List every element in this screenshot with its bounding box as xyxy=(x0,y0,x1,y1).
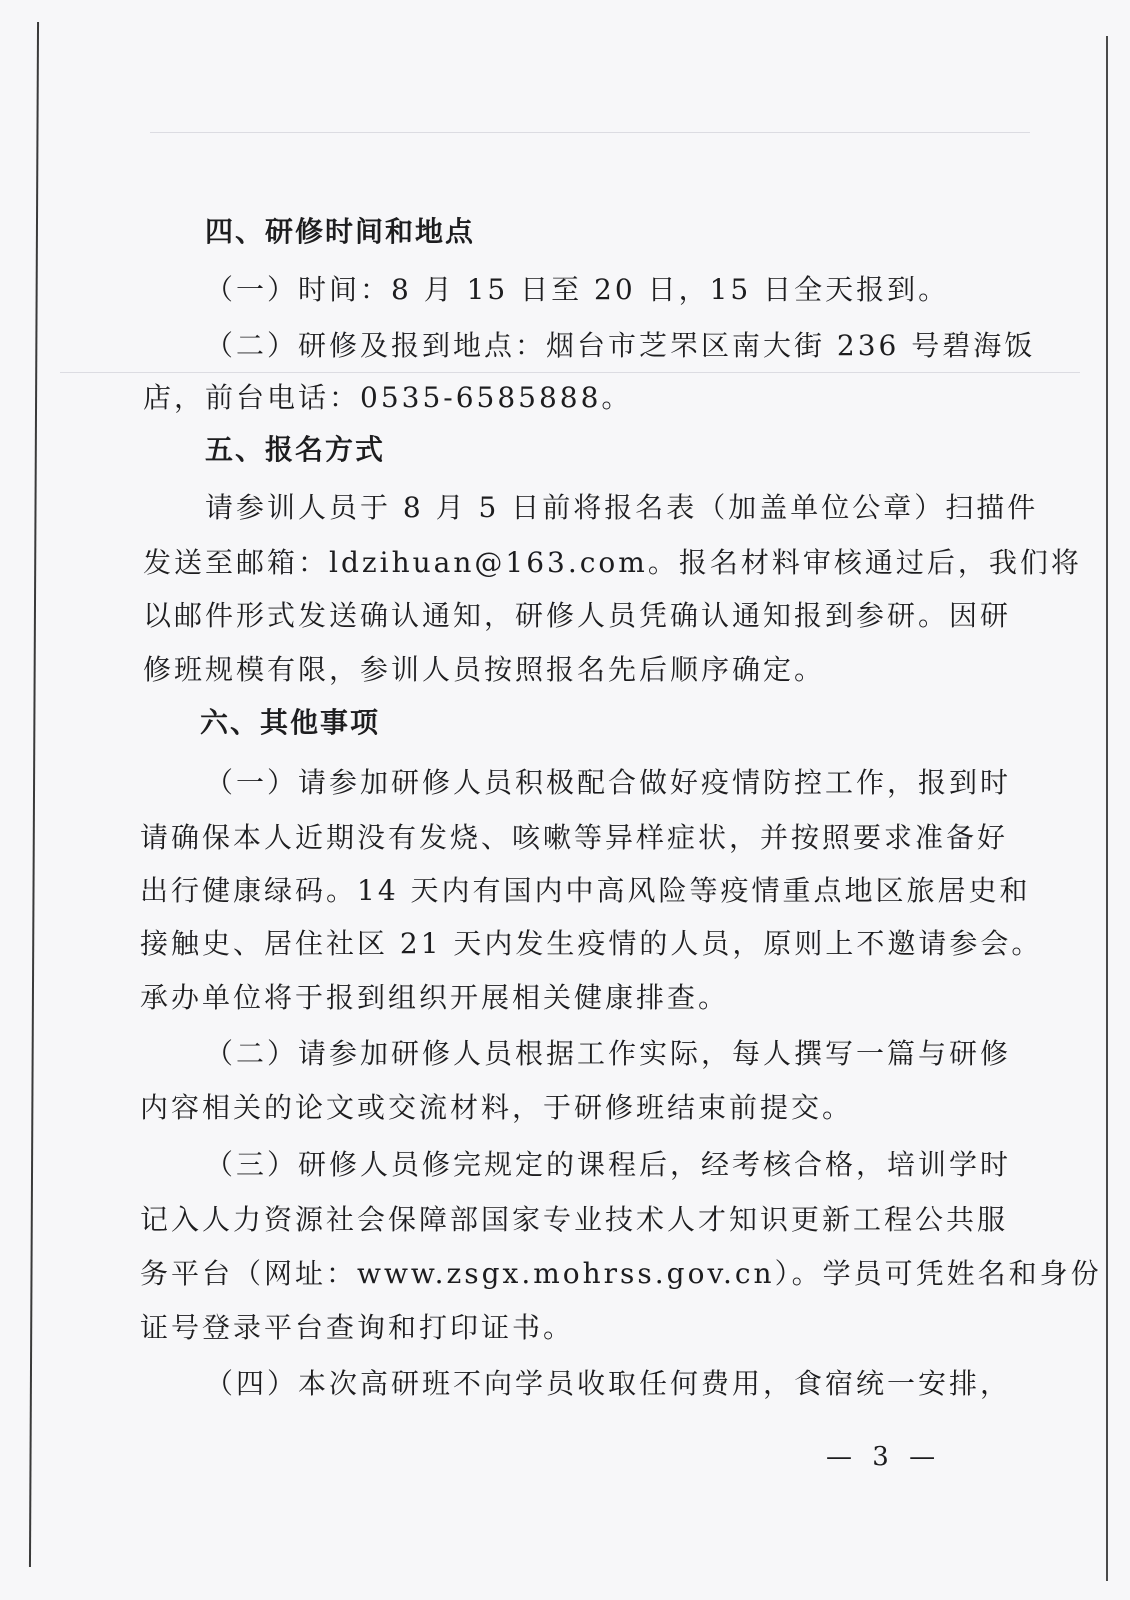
paragraph-line: 请确保本人近期没有发烧、咳嗽等异样症状，并按照要求准备好 xyxy=(140,821,1009,854)
paragraph-line: 承办单位将于报到组织开展相关健康排查。 xyxy=(140,981,730,1014)
section-heading: 五、报名方式 xyxy=(205,433,386,466)
paragraph-line: 发送至邮箱：ldzihuan@163.com。报名材料审核通过后，我们将 xyxy=(143,546,1082,579)
section-heading: 四、研修时间和地点 xyxy=(205,215,476,248)
section-heading: 六、其他事项 xyxy=(200,706,381,739)
paragraph-line: 修班规模有限，参训人员按照报名先后顺序确定。 xyxy=(143,653,826,686)
page-edge-right xyxy=(1106,36,1108,1581)
paragraph-line: （四）本次高研班不向学员收取任何费用，食宿统一安排， xyxy=(205,1367,1012,1400)
bleed-through-line xyxy=(150,132,1030,133)
paragraph-line: 记入人力资源社会保障部国家专业技术人才知识更新工程公共服 xyxy=(140,1203,1009,1236)
page-number: — 3 — xyxy=(826,1442,942,1472)
paragraph-line: 以邮件形式发送确认通知，研修人员凭确认通知报到参研。因研 xyxy=(143,599,1012,632)
bleed-through-line xyxy=(60,372,1080,373)
paragraph-line: （一）请参加研修人员积极配合做好疫情防控工作，报到时 xyxy=(205,766,1012,799)
paragraph-line: （三）研修人员修完规定的课程后，经考核合格，培训学时 xyxy=(205,1148,1012,1181)
paragraph-line: 接触史、居住社区 21 天内发生疫情的人员，原则上不邀请参会。 xyxy=(140,927,1043,960)
paragraph-line: 内容相关的论文或交流材料，于研修班结束前提交。 xyxy=(140,1091,854,1124)
paragraph-line: （一）时间：8 月 15 日至 20 日，15 日全天报到。 xyxy=(205,273,950,306)
paragraph-line: 请参训人员于 8 月 5 日前将报名表（加盖单位公章）扫描件 xyxy=(205,491,1039,524)
paragraph-line: 务平台（网址：www.zsgx.mohrss.gov.cn）。学员可凭姓名和身份 xyxy=(140,1257,1102,1290)
paragraph-line: 店，前台电话：0535-6585888。 xyxy=(143,381,633,414)
paragraph-line: （二）研修及报到地点：烟台市芝罘区南大街 236 号碧海饭 xyxy=(205,329,1036,362)
page-edge-left xyxy=(29,22,39,1567)
paragraph-line: 证号登录平台查询和打印证书。 xyxy=(140,1311,575,1344)
paragraph-line: 出行健康绿码。14 天内有国内中高风险等疫情重点地区旅居史和 xyxy=(140,874,1031,907)
paragraph-line: （二）请参加研修人员根据工作实际，每人撰写一篇与研修 xyxy=(205,1037,1012,1070)
